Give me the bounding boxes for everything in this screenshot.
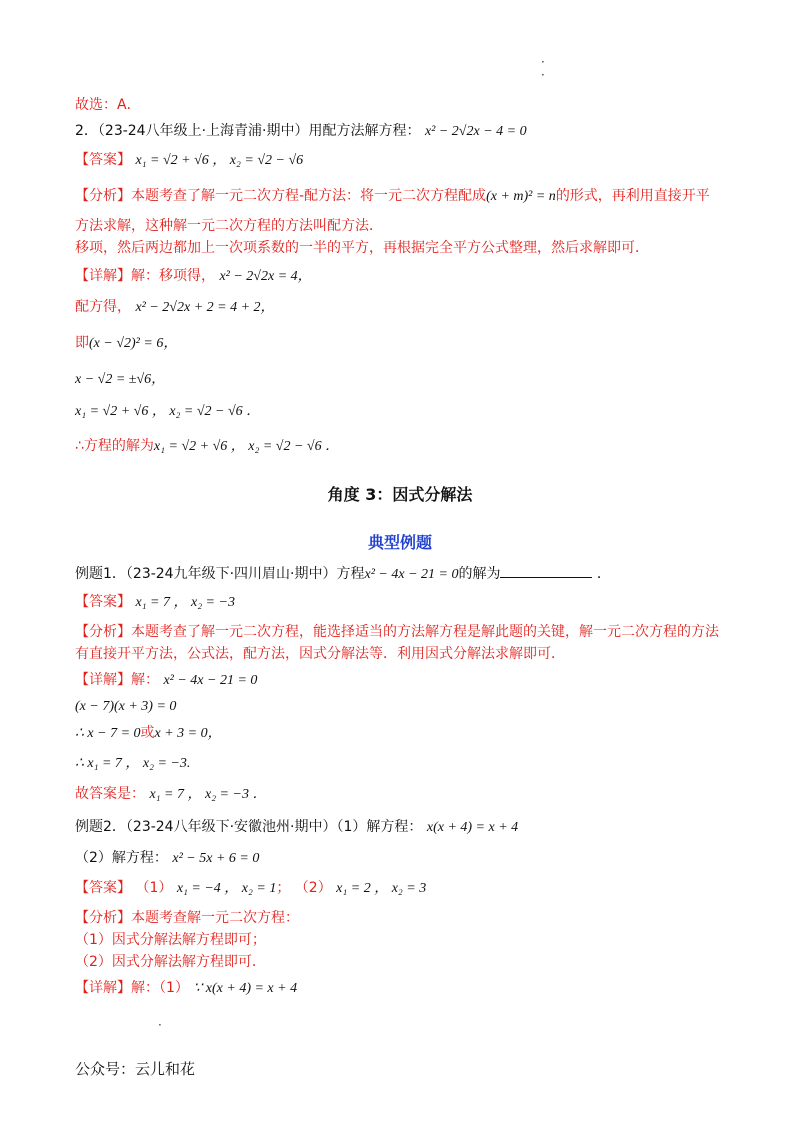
detail-math: x₁ = √2 + √6 ， x₂ = √2 − √6 ． <box>75 404 261 419</box>
question-2-detail-line-6 <box>75 436 339 457</box>
detail-math: x² − 2√2x + 2 = 4 + 2， <box>135 300 275 315</box>
answer-math: x₁ = −4 ， x₂ = 1 <box>176 881 277 896</box>
detail-math: ∴ x − 7 = 0 <box>75 726 141 741</box>
example-2-title-text: 例题2．（23-24八年级下·安徽池州·期中）（1）解方程： <box>75 819 423 835</box>
detail-text: ∴方程的解为 <box>75 438 154 454</box>
detail-math: (x − 7)(x + 3) = 0 <box>75 699 177 714</box>
answer-tag: 【答案】 <box>75 594 131 610</box>
detail-tag: 【详解】 <box>75 672 131 688</box>
example-2-equation-2: x² − 5x + 6 = 0 <box>172 851 260 866</box>
detail-tag: 【详解】 <box>75 268 131 284</box>
example-1-title <box>75 563 611 585</box>
example-1-equation: x² − 4x − 21 = 0 <box>364 567 459 582</box>
detail-tag: 【详解】 <box>75 980 131 996</box>
detail-math: x² − 2√2x = 4， <box>219 269 312 284</box>
previous-conclusion: 故选：A． <box>75 97 141 113</box>
answer-math: x₁ = 2 ， x₂ = 3 <box>336 881 427 896</box>
question-2-equation: x² − 2√2x − 4 = 0 <box>424 124 527 139</box>
detail-text: 解： <box>131 672 159 688</box>
question-2-detail-line-4 <box>75 369 165 390</box>
question-2-title-text: 2．（23-24八年级上·上海青浦·期中）用配方法解方程： <box>75 123 421 139</box>
example-2-title <box>75 817 518 838</box>
detail-math: x + 3 = 0， <box>154 726 222 741</box>
question-2-detail-line-2 <box>75 297 275 318</box>
example-2-equation-1: x(x + 4) = x + 4 <box>426 820 519 835</box>
question-2-detail-line-5 <box>75 401 260 422</box>
answer-blank <box>500 563 592 578</box>
answer-tag: 【答案】 <box>75 880 131 896</box>
question-2-answer <box>75 150 303 171</box>
example-2-answer <box>75 878 426 899</box>
analysis-text: 的形式，再利用直接开平 <box>555 188 710 204</box>
final-math: x₁ = 7 ， x₂ = −3 ． <box>149 787 267 802</box>
example-1-title-tail: ． <box>596 566 611 582</box>
example-1-detail-line-1 <box>75 670 257 691</box>
example-1-detail-line-4 <box>75 753 190 774</box>
detail-math: x − √2 = ±√6， <box>75 372 166 387</box>
example-2-analysis-line-1 <box>75 908 299 928</box>
example-1-title-text: 例题1．（23-24九年级下·四川眉山·期中）方程 <box>75 566 365 582</box>
example-2-detail-line-1 <box>75 978 297 999</box>
question-2-answer-math: x₁ = √2 + √6 ， x₂ = √2 − √6 <box>135 153 304 168</box>
question-2-title <box>75 121 527 142</box>
answer-tag: 【答案】 <box>75 152 131 168</box>
footer-wechat-account: 公众号：云儿和花 <box>75 1060 196 1078</box>
detail-math: x₁ = √2 + √6 ， x₂ = √2 − √6 ． <box>153 439 340 454</box>
question-2-detail-line-3 <box>75 333 177 354</box>
example-1-answer-math: x₁ = 7 ， x₂ = −3 <box>135 595 235 610</box>
corner-mark: · <box>541 55 545 69</box>
section-title-typical-examples: 典型例题 <box>367 533 432 552</box>
detail-math: x² − 4x − 21 = 0 <box>163 673 258 688</box>
example-2-analysis-line-3: （2）因式分解法解方程即可． <box>75 954 266 970</box>
detail-or: 或 <box>140 725 155 741</box>
analysis-math: (x + m)² = n <box>486 189 556 204</box>
example-2-analysis-line-2: （1）因式分解法解方程即可； <box>75 932 266 948</box>
analysis-text: 本题考查解一元二次方程： <box>131 910 299 926</box>
example-1-detail-line-3 <box>75 723 222 744</box>
answer-part-label: （1） <box>135 880 173 896</box>
corner-mark: · <box>541 68 545 82</box>
example-1-answer <box>75 592 235 613</box>
analysis-tag: 【分析】 <box>75 188 131 204</box>
detail-math: (x − √2)² = 6， <box>89 336 178 351</box>
example-2-part-2-text: （2）解方程： <box>75 850 168 866</box>
section-title-angle-3: 角度 3：因式分解法 <box>327 485 473 504</box>
final-text: 故答案是： <box>75 786 145 802</box>
question-2-analysis-line-1 <box>75 186 710 207</box>
detail-text: 解：（1） <box>131 980 189 996</box>
question-2-analysis-line-3: 移项，然后两边都加上一次项系数的一半的平方，再根据完全平方公式整理，然后求解即可． <box>75 240 649 256</box>
example-2-part-2 <box>75 848 259 869</box>
answer-part-label: （2） <box>294 880 332 896</box>
detail-text: 配方得， <box>75 299 131 315</box>
answer-separator: ； <box>276 880 291 896</box>
question-2-analysis-line-2: 方法求解，这种解一元二次方程的方法叫配方法． <box>75 218 383 234</box>
stray-mark: · <box>158 1018 162 1032</box>
example-1-final <box>75 784 266 805</box>
detail-text: 解：移项得， <box>131 268 215 284</box>
question-2-detail-line-1 <box>75 266 312 287</box>
analysis-tag: 【分析】 <box>75 910 131 926</box>
analysis-text: 本题考查了解一元二次方程-配方法：将一元二次方程配成 <box>131 188 487 204</box>
detail-math: ∵ x(x + 4) = x + 4 <box>193 981 298 996</box>
detail-math: ∴ x₁ = 7 ， x₂ = −3. <box>75 756 191 771</box>
example-1-title-end: 的解为 <box>458 566 501 582</box>
example-1-detail-line-2 <box>75 696 176 717</box>
example-1-analysis-line-1 <box>75 622 719 642</box>
detail-text: 即 <box>75 335 89 351</box>
analysis-tag: 【分析】 <box>75 624 131 640</box>
example-1-analysis-line-2: 有直接开平方法，公式法，配方法，因式分解法等．利用因式分解法求解即可． <box>75 646 565 662</box>
analysis-text: 本题考查了解一元二次方程，能选择适当的方法解方程是解此题的关键，解一元二次方程的方法 <box>131 624 719 640</box>
